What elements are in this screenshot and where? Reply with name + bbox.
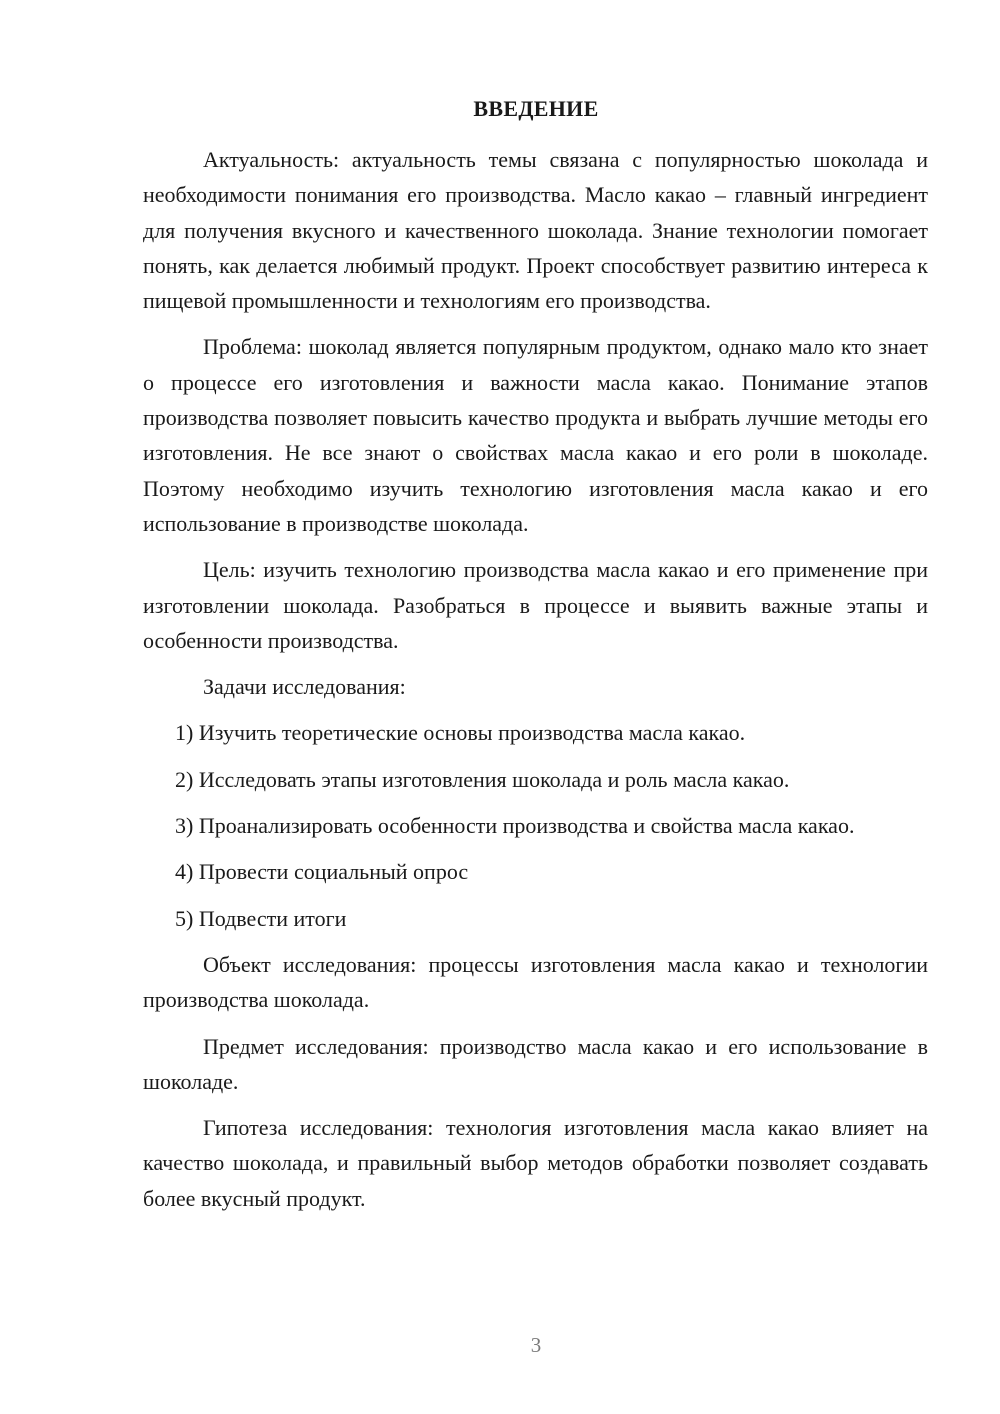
page-number: 3 [530,1333,542,1357]
page-title: ВВЕДЕНИЕ [473,96,599,121]
task-item-2: 2) Исследовать этапы изготовления шоколада и роль масла какао. [175,766,790,792]
document-body [143,142,928,1227]
task-item-4: 4) Провести социальный опрос [175,859,469,885]
paragraph-goal: Цель: изучить технологию производства масла какао и его применение при изготовлении шоколада. Разобраться в процессе и выявить важные этапы и особенности производства. [143,557,928,653]
paragraph-hypothesis: Гипотеза исследования: технология изготовления масла какао влияет на качество шоколада, и правильный выбор методов обработки позволяет создавать более вкусный продукт. [143,1115,928,1211]
paragraph-object: Объект исследования: процессы изготовления масла какао и технологии производства шоколада. [143,951,928,1013]
tasks-heading: Задачи исследования: [203,674,406,700]
paragraph-problem: Проблема: шоколад является популярным продуктом, однако мало кто знает о процессе его изготовления и важности масла какао. Понимание этапов производства позволяет повысить качество продукта и выбрать лучшие методы его изготовления. Не все знают о свойствах масла какао и его роли в шоколаде. Поэтому необходимо изучить технологию изготовления масла какао и его использование в производстве шоколада. [143,334,928,536]
task-item-3: 3) Проанализировать особенности производства и свойства масла какао. [175,813,855,839]
task-item-1: 1) Изучить теоретические основы производства масла какао. [175,720,746,746]
task-item-5: 5) Подвести итоги [175,905,347,931]
paragraph-relevance: Актуальность: актуальность темы связана с популярностью шоколада и необходимости понимания его производства. Масло какао – главный ингредиент для получения вкусного и качественного шоколада. Знание технологии помогает понять, как делается любимый продукт. Проект способствует развитию интереса к пищевой промышленности и технологиям его производства. [143,147,928,314]
paragraph-subject: Предмет исследования: производство масла какао и его использование в шоколаде. [143,1033,928,1094]
